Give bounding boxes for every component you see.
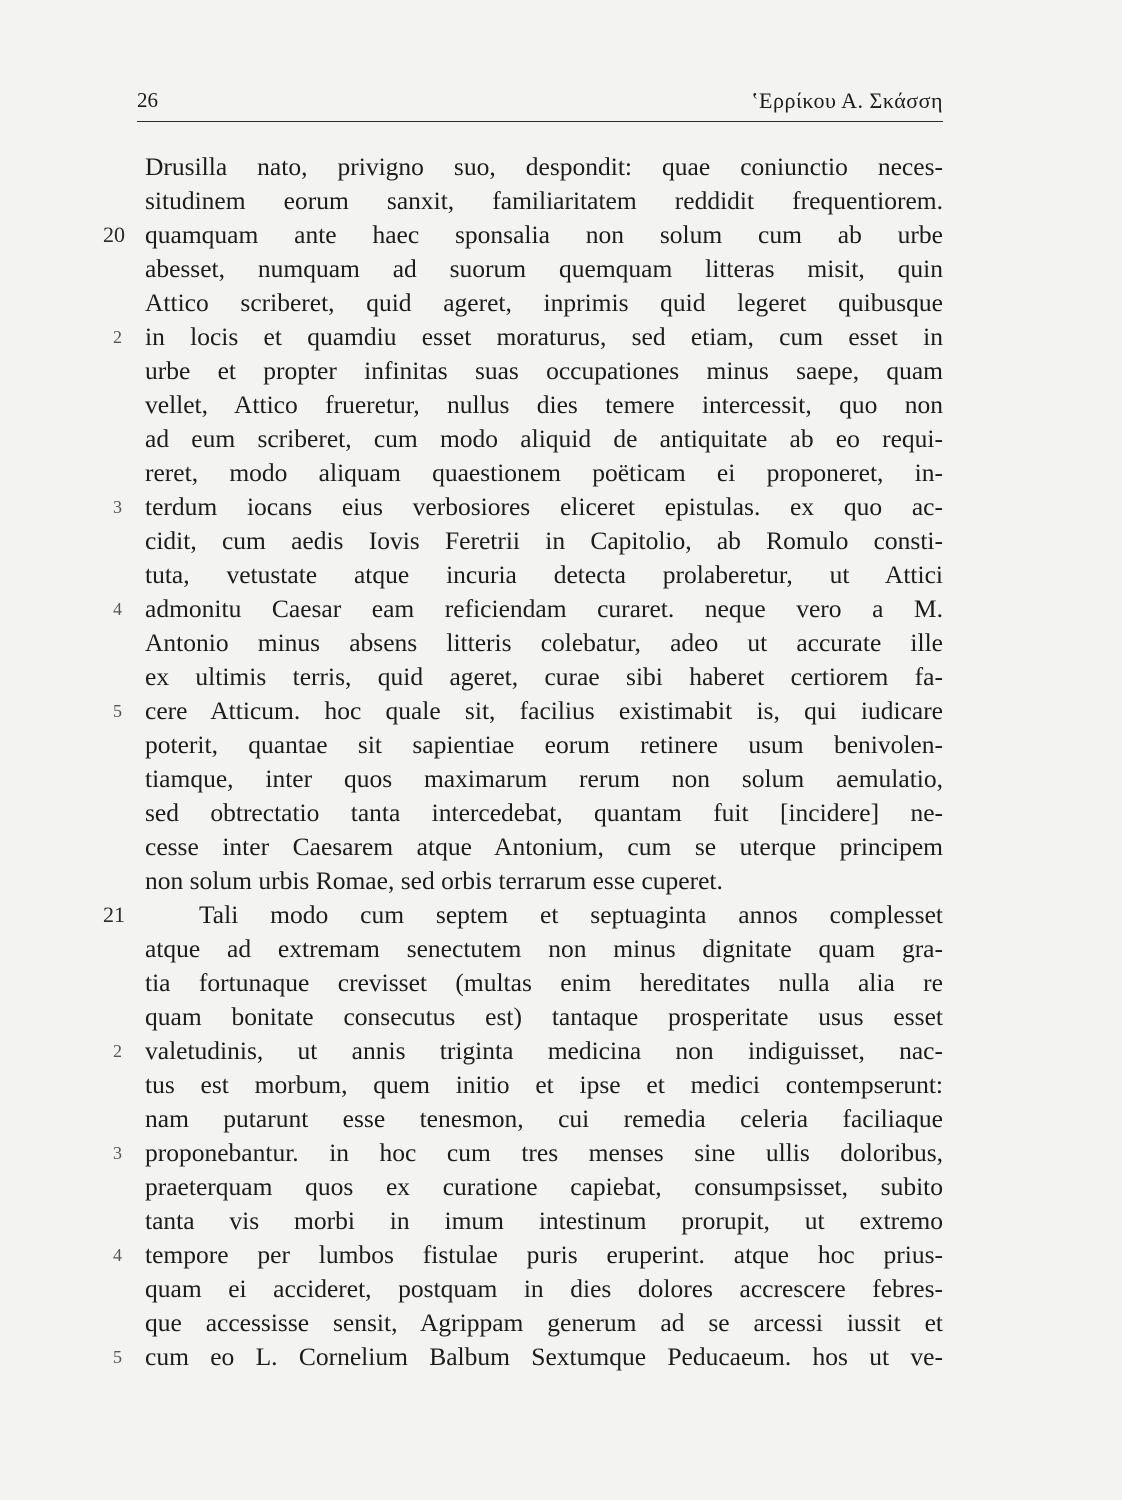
text-line (145, 1102, 943, 1136)
line-text: tempore per lumbos fistulae puris eruperint. atque hoc prius- (145, 1240, 943, 1269)
line-text: Attico scriberet, quid ageret, inprimis quid legeret quibusque (145, 288, 943, 317)
text-line (145, 762, 943, 796)
line-text: abesset, numquam ad suorum quemquam litteras misit, quin (145, 254, 943, 283)
section-number: 2 (113, 1041, 122, 1061)
text-line (145, 1000, 943, 1034)
text-line (145, 830, 943, 864)
section-number: 5 (113, 1347, 122, 1367)
line-text: cere Atticum. hoc quale sit, facilius existimabit is, qui iudicare (145, 696, 943, 725)
text-line (103, 898, 943, 932)
line-text: cesse inter Caesarem atque Antonium, cum se uterque principem (145, 832, 943, 861)
text-line (145, 1306, 943, 1340)
text-line (145, 796, 943, 830)
line-text: praeterquam quos ex curatione capiebat, consumpsisset, subito (145, 1172, 943, 1201)
text-line (145, 184, 943, 218)
line-text: tuta, vetustate atque incuria detecta prolaberetur, ut Attici (145, 560, 943, 589)
section-number: 4 (113, 599, 122, 619)
line-text: in locis et quamdiu esset moraturus, sed etiam, cum esset in (145, 322, 943, 351)
header-rule (137, 121, 943, 122)
text-line (145, 252, 943, 286)
line-text: cidit, cum aedis Iovis Feretrii in Capitolio, ab Romulo consti- (145, 526, 943, 555)
text-line (145, 966, 943, 1000)
text-line (145, 1272, 943, 1306)
line-text: tus est morbum, quem initio et ipse et medici contempserunt: (145, 1070, 943, 1099)
line-text: quamquam ante haec sponsalia non solum cum ab urbe (145, 220, 943, 249)
line-text: Drusilla nato, privigno suo, despondit: quae coniunctio neces- (145, 152, 943, 181)
line-text: poterit, quantae sit sapientiae eorum retinere usum benivolen- (145, 730, 943, 759)
line-text: Tali modo cum septem et septuaginta annos complesset (199, 900, 943, 929)
text-line (103, 218, 943, 252)
page-number: 26 (137, 88, 158, 112)
line-text: quam ei accideret, postquam in dies dolores accrescere febres- (145, 1274, 943, 1303)
body-text (103, 150, 943, 1374)
section-number: 3 (113, 497, 122, 517)
line-text: tanta vis morbi in imum intestinum prorupit, ut extremo (145, 1206, 943, 1235)
text-line (145, 660, 943, 694)
line-text: tiamque, inter quos maximarum rerum non solum aemulatio, (145, 764, 943, 793)
line-text: ad eum scriberet, cum modo aliquid de antiquitate ab eo requi- (145, 424, 943, 453)
line-text: cum eo L. Cornelium Balbum Sextumque Peducaeum. hos ut ve- (145, 1342, 943, 1371)
text-line (113, 1238, 943, 1272)
text-line (145, 286, 943, 320)
running-head: ʽΕρρίκου Α. Σκάσση (751, 88, 943, 113)
line-text: admonitu Caesar eam reficiendam curaret. neque vero a M. (145, 594, 943, 623)
text-line (145, 524, 943, 558)
line-text: que accessisse sensit, Agrippam generum ad se arcessi iussit et (145, 1308, 943, 1337)
text-line (145, 150, 943, 184)
text-line (113, 320, 943, 354)
text-line (145, 1068, 943, 1102)
text-line (145, 558, 943, 592)
text-line (145, 1170, 943, 1204)
line-text: vellet, Attico frueretur, nullus dies temere intercessit, quo non (145, 390, 943, 419)
text-line (113, 1136, 943, 1170)
text-line (145, 626, 943, 660)
line-text: reret, modo aliquam quaestionem poëticam ei proponeret, in- (145, 458, 943, 487)
text-line (113, 694, 943, 728)
text-line (145, 864, 943, 898)
line-text: valetudinis, ut annis triginta medicina non indiguisset, nac- (145, 1036, 943, 1065)
text-line (145, 354, 943, 388)
page-header (137, 84, 943, 118)
text-line (145, 932, 943, 966)
section-number: 4 (113, 1245, 122, 1265)
line-text: quam bonitate consecutus est) tantaque prosperitate usus esset (145, 1002, 943, 1031)
line-text: tia fortunaque crevisset (multas enim hereditates nulla alia re (145, 968, 943, 997)
line-text: proponebantur. in hoc cum tres menses sine ullis doloribus, (145, 1138, 943, 1167)
line-text: terdum iocans eius verbosiores eliceret epistulas. ex quo ac- (145, 492, 943, 521)
text-line (113, 1340, 943, 1374)
line-text: non solum urbis Romae, sed orbis terrarum esse cuperet. (145, 866, 723, 895)
text-line (145, 1204, 943, 1238)
text-line (145, 388, 943, 422)
text-line (113, 490, 943, 524)
section-number: 5 (113, 701, 122, 721)
line-text: atque ad extremam senectutem non minus dignitate quam gra- (145, 934, 943, 963)
text-line (145, 422, 943, 456)
line-text: situdinem eorum sanxit, familiaritatem reddidit frequentiorem. (145, 186, 943, 215)
line-text: Antonio minus absens litteris colebatur, adeo ut accurate ille (145, 628, 943, 657)
text-line (113, 1034, 943, 1068)
line-text: sed obtrectatio tanta intercedebat, quantam fuit [incidere] ne- (145, 798, 943, 827)
section-number: 2 (113, 327, 122, 347)
line-text: ex ultimis terris, quid ageret, curae sibi haberet certiorem fa- (145, 662, 943, 691)
text-line (113, 592, 943, 626)
chapter-number: 20 (103, 222, 125, 247)
chapter-number: 21 (103, 902, 125, 927)
line-text: nam putarunt esse tenesmon, cui remedia celeria faciliaque (145, 1104, 943, 1133)
text-line (145, 456, 943, 490)
section-number: 3 (113, 1143, 122, 1163)
line-text: urbe et propter infinitas suas occupationes minus saepe, quam (145, 356, 943, 385)
text-line (145, 728, 943, 762)
